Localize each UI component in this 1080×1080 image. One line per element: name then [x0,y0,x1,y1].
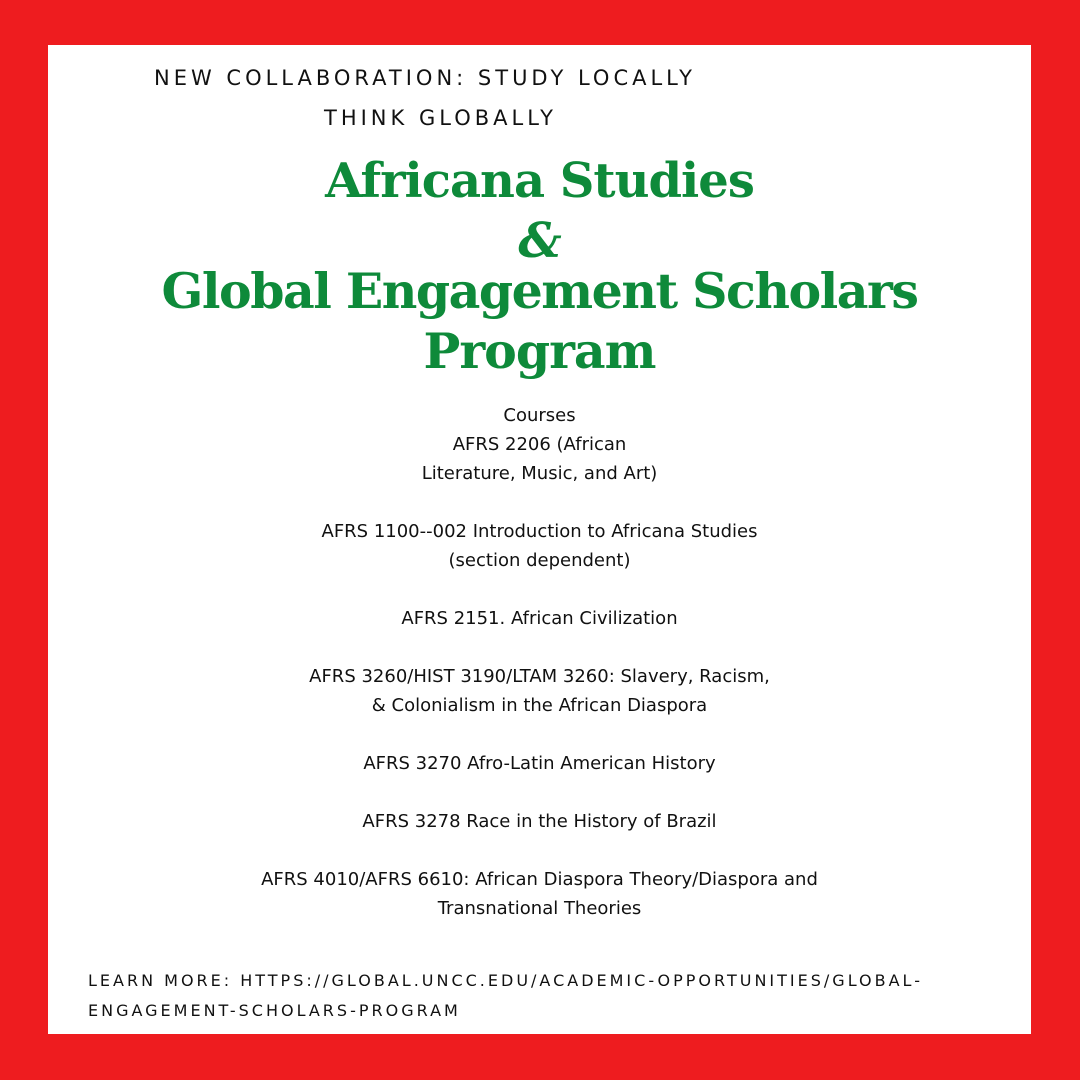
learn-more-footer [88,966,1008,1026]
course-list [48,401,1031,923]
course-afrs-1100-line-1: AFRS 1100--002 Introduction to Africana Studies [321,521,758,542]
learn-more-link-line-2: ENGAGEMENT-SCHOLARS-PROGRAM [88,1001,461,1020]
learn-more-link-line-1: LEARN MORE: HTTPS://GLOBAL.UNCC.EDU/ACADEMIC-OPPORTUNITIES/GLOBAL- [88,971,923,990]
course-afrs-3260-line-1: AFRS 3260/HIST 3190/LTAM 3260: Slavery, Racism, [309,666,770,687]
title-program: Program [423,322,656,380]
course-afrs-2206-line-2: Literature, Music, and Art) [421,463,658,484]
title-africana-studies: Africana Studies [325,153,754,209]
course-afrs-3278: AFRS 3278 Race in the History of Brazil [362,811,717,832]
course-afrs-4010-line-1: AFRS 4010/AFRS 6610: African Diaspora Theory/Diaspora and [261,869,818,890]
title-ampersand: & [518,213,561,269]
courses-heading: Courses [503,405,576,426]
title-global-engagement-scholars: Global Engagement Scholars [161,262,918,320]
content-card [48,45,1031,1034]
course-afrs-4010-line-2: Transnational Theories [437,898,642,919]
tagline-line-2: THINK GLOBALLY [324,106,557,130]
course-afrs-3260-line-2: & Colonialism in the African Diaspora [371,695,708,716]
course-afrs-2206-line-1: AFRS 2206 (African [452,434,627,455]
course-afrs-2151: AFRS 2151. African Civilization [401,608,678,629]
course-afrs-1100-line-2: (section dependent) [448,550,631,571]
tagline-line-1: NEW COLLABORATION: STUDY LOCALLY [154,66,696,90]
course-afrs-3270: AFRS 3270 Afro-Latin American History [363,753,716,774]
